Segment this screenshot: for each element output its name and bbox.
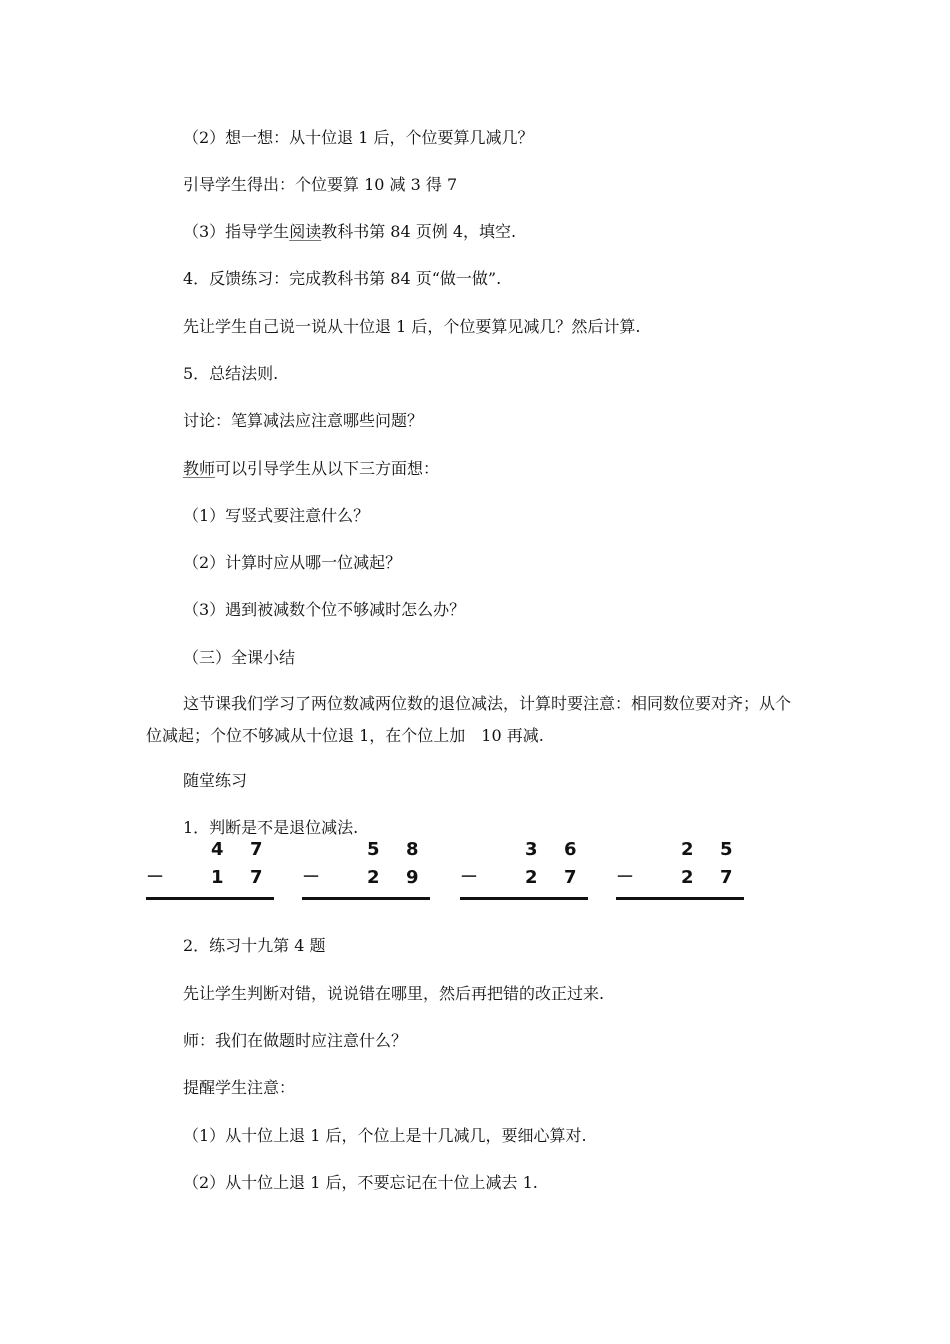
subtrahend-tens: 1 (211, 867, 224, 888)
problem-1 (146, 838, 274, 908)
answer-line (146, 897, 274, 900)
line-read-after: 教科书第 84 页例 4，填空. (321, 222, 517, 241)
minuend-tens: 4 (211, 839, 224, 860)
line-judge: 先让学生判断对错，说说错在哪里，然后再把错的改正过来. (183, 984, 605, 1003)
line-teacher (183, 459, 439, 479)
line-feedback: 4．反馈练习：完成教科书第 84 页“做一做”. (183, 269, 502, 288)
summary-paragraph: 这节课我们学习了两位数减两位数的退位减法，计算时要注意：相同数位要对齐；从个位减起；个位不够减从十位退 1，在个位上加 10 再减. (146, 694, 792, 745)
subtrahend-tens: 2 (525, 867, 538, 888)
line-remind-1: （1）从十位上退 1 后，个位上是十几减几，要细心算对. (183, 1126, 587, 1145)
line-point-1: （1）写竖式要注意什么？ (183, 506, 370, 525)
subtrahend-ones: 7 (720, 867, 733, 888)
subtrahend-tens: 2 (367, 867, 380, 888)
line-summary-rule: 5．总结法则. (183, 364, 279, 383)
subtrahend-tens: 2 (681, 867, 694, 888)
line-guide-result: 引导学生得出：个位要算 10 减 3 得 7 (183, 175, 458, 194)
teacher-link[interactable]: 教师 (183, 459, 216, 478)
answer-line (302, 897, 430, 900)
minuend-ones: 5 (720, 839, 733, 860)
subtraction-problems (146, 838, 756, 908)
minus-sign: － (616, 867, 634, 888)
practice-title: 随堂练习 (183, 771, 248, 790)
line-remind-2: （2）从十位上退 1 后，不要忘记在十位上减去 1. (183, 1173, 538, 1192)
line-point-3: （3）遇到被减数个位不够减时怎么办？ (183, 600, 466, 619)
line-teacher-after: 可以引导学生从以下三方面想： (215, 459, 440, 478)
subtrahend-ones: 7 (250, 867, 263, 888)
minuend-tens: 5 (367, 839, 380, 860)
line-read-before: （3）指导学生 (183, 222, 290, 241)
subtrahend-ones: 7 (564, 867, 577, 888)
read-link[interactable]: 阅读 (289, 222, 322, 241)
problem-2 (302, 838, 430, 908)
line-read-textbook (183, 222, 516, 242)
minuend-ones: 6 (564, 839, 577, 860)
problem-4 (616, 838, 744, 908)
minus-sign: － (302, 867, 320, 888)
line-remind: 提醒学生注意： (183, 1078, 296, 1097)
exercise-2-label: 2．练习十九第 4 题 (183, 936, 326, 955)
minuend-ones: 8 (406, 839, 419, 860)
minuend-ones: 7 (250, 839, 263, 860)
line-teacher-question: 师：我们在做题时应注意什么？ (183, 1031, 408, 1050)
minuend-tens: 2 (681, 839, 694, 860)
minuend-tens: 3 (525, 839, 538, 860)
answer-line (460, 897, 588, 900)
line-discussion: 讨论：笔算减法应注意哪些问题？ (183, 411, 424, 430)
problem-3 (460, 838, 588, 908)
line-think: （2）想一想：从十位退 1 后，个位要算几减几？ (183, 128, 534, 147)
section-summary-heading: （三）全课小结 (183, 648, 296, 667)
line-self-explain: 先让学生自己说一说从十位退 1 后，个位要算见减几？然后计算. (183, 317, 641, 336)
minus-sign: － (146, 867, 164, 888)
subtrahend-ones: 9 (406, 867, 419, 888)
line-point-2: （2）计算时应从哪一位减起？ (183, 553, 402, 572)
minus-sign: － (460, 867, 478, 888)
exercise-1-label: 1．判断是不是退位减法. (183, 818, 359, 837)
answer-line (616, 897, 744, 900)
